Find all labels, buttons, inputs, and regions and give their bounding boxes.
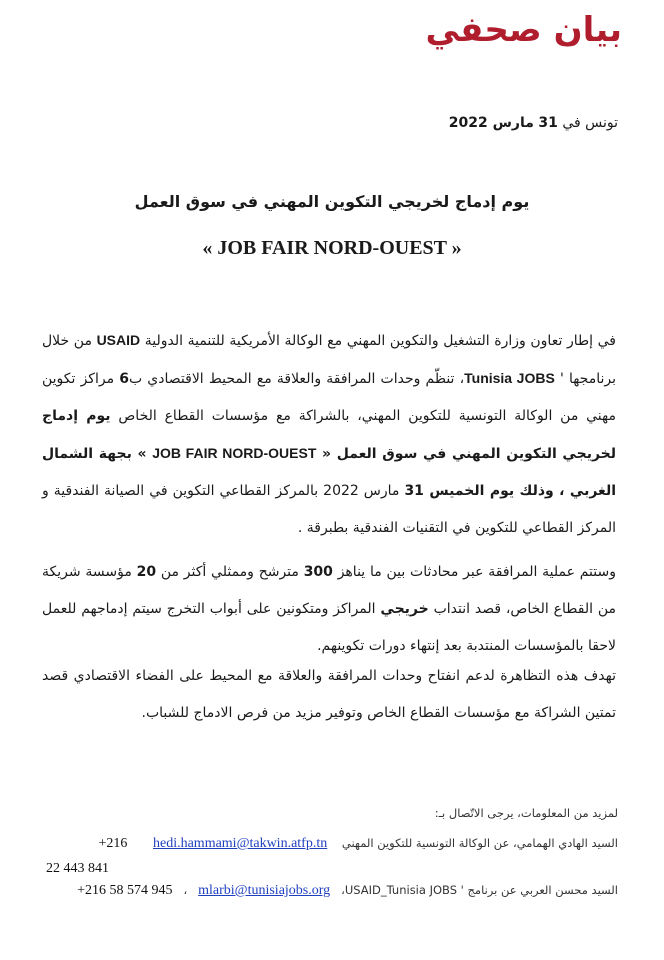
p1-text-2: من خلال برنامجها ' [42, 333, 616, 387]
press-release-title: بيان صحفي [425, 10, 622, 50]
paragraph-2 [42, 554, 616, 665]
contact-1-email[interactable]: hedi.hammami@takwin.atfp.tn [152, 836, 328, 851]
usaid-label: USAID [96, 332, 141, 348]
event-name: يوم إدماج لخريجي التكوين المهني في سوق العمل [42, 408, 617, 462]
p2-text-4: المراكز ومتكونين على أبواب التخرج سيتم إدماجهم للعمل لاحقا بالمؤسسات المنتدبة بعد إنتهاء دورات تكوينهم. [42, 601, 616, 654]
date-month-year: مارس 2022 [448, 115, 534, 131]
date-prefix: تونس في [562, 115, 618, 131]
headline-latin: « JOB FAIR NORD-OUEST » [202, 237, 462, 259]
graduates-word: خريجي [380, 601, 429, 617]
p1-text-6: » بجهة الشمال الغربي ، وذلك يوم الخميس [42, 446, 616, 499]
contact-2-name: السيد محسن العربي عن برنامج ' USAID_Tunisia JOBS، [341, 883, 618, 897]
contact-2: السيد محسن العربي عن برنامج ' USAID_Tunisia JOBS، mlarbi@tunisiajobs.org ، +216 58 574 945 [77, 883, 618, 898]
paragraph-1 [42, 322, 616, 547]
p1-text-7: مارس 2022 بالمركز القطاعي التكوين في الصيانة الفندقية و المركز القطاعي للتكوين في التقنيات الفندقية بطبرقة . [42, 483, 616, 536]
candidates-count: 300 [303, 564, 333, 580]
dateline [449, 115, 618, 131]
p1-text-1: في إطار تعاون وزارة التشغيل والتكوين المهني مع الوكالة الأمريكية للتنمية الدولية [140, 333, 616, 349]
p1-quote-open: « [316, 446, 337, 462]
p2-text-2: مترشح وممثلي أكثر من [156, 564, 304, 580]
p1-text-3: ، تنظّم وحدات المرافقة والعلاقة مع المحيط الاقتصادي ب [128, 371, 465, 387]
centers-count: 6 [119, 371, 129, 387]
contact-1-phone-prefix: +216 [98, 836, 128, 851]
contact-1 [46, 836, 618, 852]
contact-2-phone: +216 58 574 945 [77, 883, 173, 898]
companies-count: 20 [136, 564, 157, 580]
job-fair-label: JOB FAIR NORD-OUEST [152, 445, 317, 461]
contact-2-email[interactable]: mlarbi@tunisiajobs.org [198, 883, 331, 898]
tunisia-jobs-label: Tunisia JOBS [464, 370, 555, 386]
contact-intro: لمزيد من المعلومات، يرجى الاتّصال بـ: [434, 806, 618, 820]
p2-text-1: وستتم عملية المرافقة عبر محادثات بين ما يناهز [332, 564, 616, 580]
p2-text-3: مؤسسة شريكة من القطاع الخاص، قصد انتداب [42, 564, 616, 617]
contact-1-phone-rest: 22 443 841 [46, 861, 109, 876]
p1-text-4: مراكز تكوين مهني من الوكالة التونسية للتكوين المهني، بالشراكة مع مؤسسات القطاع الخاص [42, 371, 616, 424]
paragraph-3: تهدف هذه التظاهرة لدعم انفتاح وحدات المرافقة والعلاقة مع المحيط على الفضاء الاقتصادي قصد تمتين الشراكة مع مؤسسات القطاع الخاص وتوفير مزيد من فرص الادماج للشباب. [42, 668, 616, 721]
headline-arabic: يوم إدماج لخريجي التكوين المهني في سوق العمل [134, 192, 530, 211]
date-day: 31 [538, 115, 558, 131]
contact-1-name: السيد الهادي الهمامي، عن الوكالة التونسية للتكوين المهني [341, 836, 618, 850]
event-day: 31 [404, 483, 424, 499]
